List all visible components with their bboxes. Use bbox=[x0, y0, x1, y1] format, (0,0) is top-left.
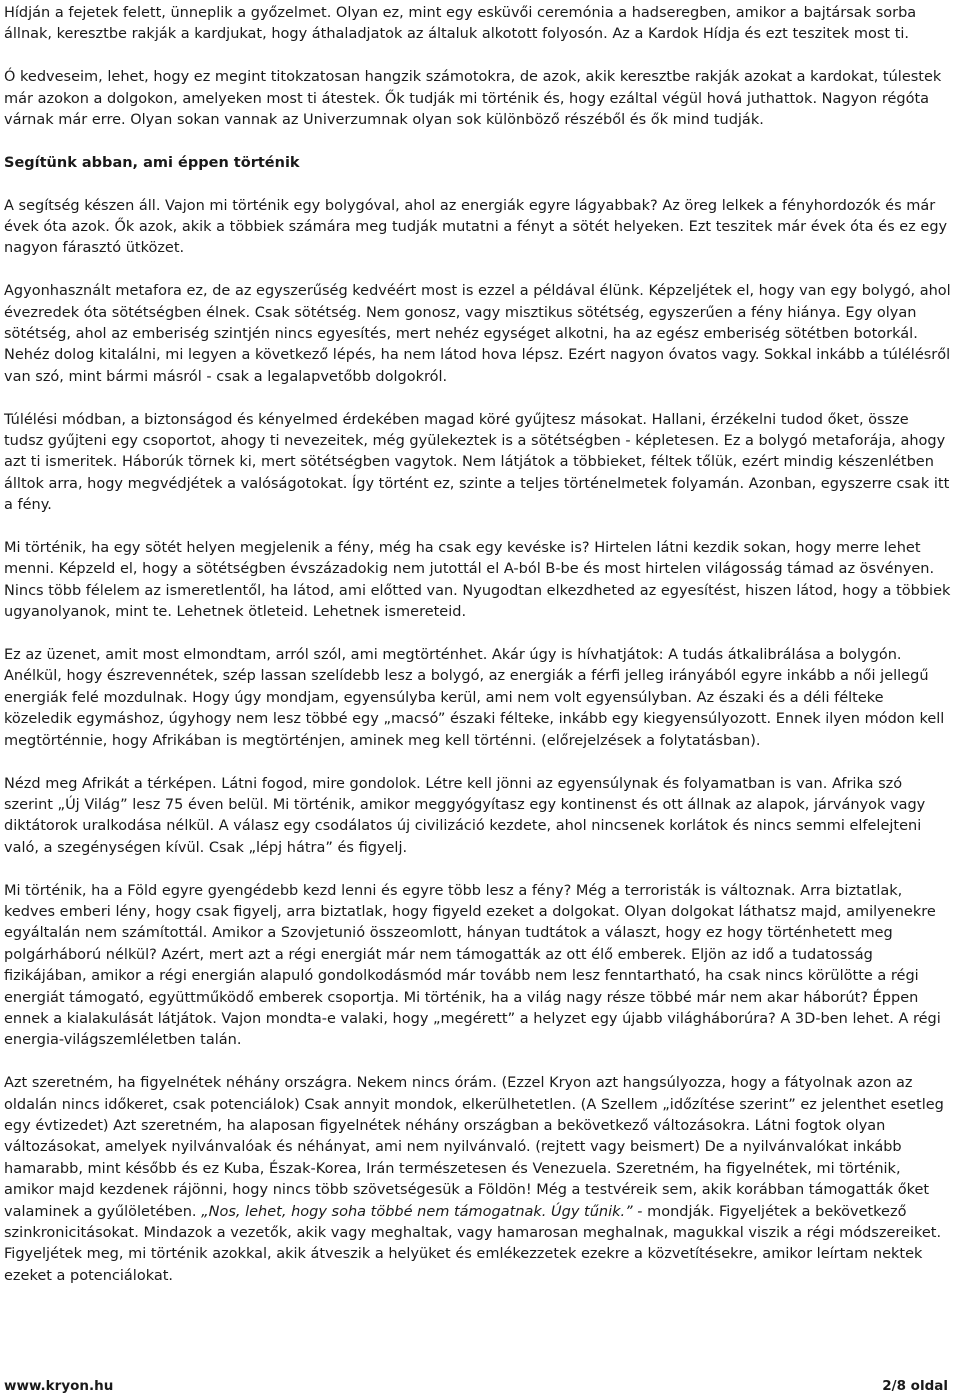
paragraph-9: Mi történik, ha a Föld egyre gyengédebb kezd lenni és egyre több lesz a fény? Még a terroristák is változnak. Arra biztatlak, kedves emberi lény, hogy csak figyelj, arra biztatlak, hogy figyeld ezeket a dolgokat. Olyan dolgokat láthatsz majd, amilyenekre egyáltalán nem számítottál. Amikor a Szovjetunió összeomlott, hányan tudtátok a választ, hogy ez hogy történhetett meg polgárháború nélkül? Azért, mert azt a régi energiát már nem támogatták az ott élő emberek. Eljön az idő a tudatosság fizikájában, amikor a régi energián alapuló gondolkodásmód már tovább nem lesz fenntartható, ha csak nincs körülötte a régi energiát támogató, együttműködő emberek csoportja. Mi történik, ha a világ nagy része többé már nem akar háborút? Éppen ennek a kialakulását látjátok. Vajon mondta-e valaki, hogy „megérett” a helyzet egy újabb világháborúra? A 3D-ben lehet. A régi energia-világszemléletben talán. bbox=[4, 882, 941, 1049]
footer-site-link[interactable]: www.kryon.hu bbox=[4, 1378, 114, 1394]
paragraph-10-text-a: Azt szeretném, ha figyelnétek néhány országra. Nekem nincs órám. (Ezzel Kryon azt hangsúlyozza, hogy a fátyolnak azon az oldalán nincs időkeret, csak potenciálok) Csak annyit mondok, elkerülhetetlen. (A Szellem „időzítése szerint” ez jelenthet esetleg egy évtizedet) Azt szeretném, ha alaposan figyelnétek néhány országban a bekövetkező változásokra. Látni fogtok olyan változásokat, amelyek nyilvánvalóak és néhányat, ami nem nyilvánvaló. (rejtett vagy beismert) De a nyilvánvalókat inkább hamarabb, mint később és ez Kuba, Észak-Korea, Irán természetesen és Venezuela. Szeretném, ha figyelnétek, mi történik, amikor majd kezdenek rájönni, hogy nincs több szövetségesük a Földön! Még a testvéreik sem, akik korábban támogatták őket valaminek a gyűlöletében. bbox=[4, 1075, 944, 1220]
paragraph-6: Mi történik, ha egy sötét helyen megjelenik a fény, még ha csak egy kevéske is? Hirtelen látni kezdik sokan, hogy merre lehet menni. Képzeld el, hogy a sötétségben évszázadokig nem jutottál el A-ból B-be és most hirtelen világosság támad az ösvényen. Nincs több félelem az ismeretlentől, ha látod, ami előtted van. Nyugodtan elkezdheted az egyesítést, hiszen látod, hogy a többiek ugyanolyanok, mint te. Lehetnek ötleteid. Lehetnek ismereteid. bbox=[4, 540, 951, 621]
paragraph-4: Agyonhasznált metafora ez, de az egyszerűség kedvéért most is ezzel a példával élünk. Képzeljétek el, hogy van egy bolygó, ahol évezredek óta sötétségben élnek. Csak sötétség. Nem gonosz, vagy misztikus sötétség, egyszerűen a fény hiánya. Egy olyan sötétség, ahol az emberiség szintjén nincs egyesítés, mert nehéz egységet alkotni, ha az egész emberiség sötétben botorkál. Nehéz dolog kitalálni, mi legyen a következő lépés, ha nem látod hova lépsz. Ezért nagyon óvatos vagy. Sokkal inkább a túlélésről van szó, mint bármi másról - csak a legalapvetőbb dolgokról. bbox=[4, 283, 951, 385]
paragraph-10-quote: „Nos, lehet, hogy soha többé nem támogatnak. Úgy tűnik.” bbox=[201, 1203, 633, 1220]
paragraph-5: Túlélési módban, a biztonságod és kényelmed érdekében magad köré gyűjtesz másokat. Hallani, érzékelni tudod őket, össze tudsz gyűjteni egy csoportot, ahogy ti nevezeitek, még gyülekeztek is a sötétségben - képletesen. Ez a bolygó metaforája, ahogy azt ti ismeritek. Háborúk törnek ki, mert sötétségben vagytok. Nem látjátok a többieket, féltek tőlük, ezért mindig készenlétben álltok arra, hogy megvédjétek a valóságotokat. Így történt ez, szinte a teljes történelmetek folyamán. Azonban, egyszerre csak itt a fény. bbox=[4, 411, 950, 514]
page-footer bbox=[4, 1378, 948, 1394]
paragraph-8: Nézd meg Afrikát a térképen. Látni fogod, mire gondolok. Létre kell jönni az egyensúlynak és folyamatban is van. Afrika szó szerint „Új Világ” lesz 75 éven belül. Mi történik, amikor meggyógyítasz egy kontinenst és ott állnak az alapok, járványok vagy diktátorok uralkodása nélkül. A válasz egy csodálatos új civilizáció kezdete, ahol nincsenek korlátok és nincs semmi elfelejteni való, a szegénységen kívül. Csak „lépj hátra” és figyelj. bbox=[4, 775, 926, 856]
paragraph-1: Hídján a fejetek felett, ünneplik a győzelmet. Olyan ez, mint egy esküvői ceremónia a hadseregben, amikor a bajtársak sorba állnak, keresztbe rakják a kardjukat, hogy áthaladjatok az általuk alkotott folyosón. Az a Kardok Hídja és ezt teszitek most ti. bbox=[4, 5, 917, 43]
footer-page-number: 2/8 oldal bbox=[882, 1378, 948, 1394]
paragraph-10-text-b: - mondják. Figyeljétek a bekövetkező szinkronicitásokat. Mindazok a vezetők, akik vagy meghaltak, vagy hamarosan meghalnak, magukkal viszik a régi módszereiket. Figyeljétek meg, mi történik azokkal, akik átveszik a helyüket és emlékezzetek ezekre a közvetítésekre, amikor leírtam nektek ezeket a potenciálokat. bbox=[4, 1203, 942, 1284]
paragraph-7: Ez az üzenet, amit most elmondtam, arról szól, ami megtörténhet. Akár úgy is hívhatjátok: A tudás átkalibrálása a bolygón. Anélkül, hogy észrevennétek, szép lassan szelídebb lesz a bolygó, az energiák a férfi jelleg irányából egyre inkább a női jellegű energiák felé mozdulnak. Hogy úgy mondjam, egyensúlyba kerül, ami nem volt egyensúlyban. Az északi és a déli félteke közeledik egymáshoz, úgyhogy nem lesz többé egy „macsó” északi félteke, inkább egy kiegyensúlyozott. Ennek ilyen módon kell megtörténnie, hogy Afrikában is megtörténjen, aminek meg kell történni. (előrejelzések a folytatásban). bbox=[4, 647, 945, 749]
paragraph-10 bbox=[4, 1073, 952, 1287]
paragraph-3: A segítség készen áll. Vajon mi történik egy bolygóval, ahol az energiák egyre lágyabbak? Az öreg lelkek a fényhordozók és már évek óta azok. Ők azok, akik a többiek számára meg tudják mutatni a fényt a sötét helyeken. Ezt teszitek már évek óta és ez egy nagyon fárasztó ütközet. bbox=[4, 197, 948, 257]
paragraph-2: Ó kedveseim, lehet, hogy ez megint titokzatosan hangzik számotokra, de azok, akik keresztbe rakják azokat a kardokat, túlestek már azokon a dolgokon, amelyeken most ti átestek. Ők tudják mi történik és, hogy ezáltal végül hová juthattok. Nagyon régóta várnak már erre. Olyan sokan vannak az Univerzumnak olyan sok különböző részéből és ők mind tudják. bbox=[4, 69, 942, 129]
section-heading: Segítünk abban, ami éppen történik bbox=[4, 154, 300, 171]
